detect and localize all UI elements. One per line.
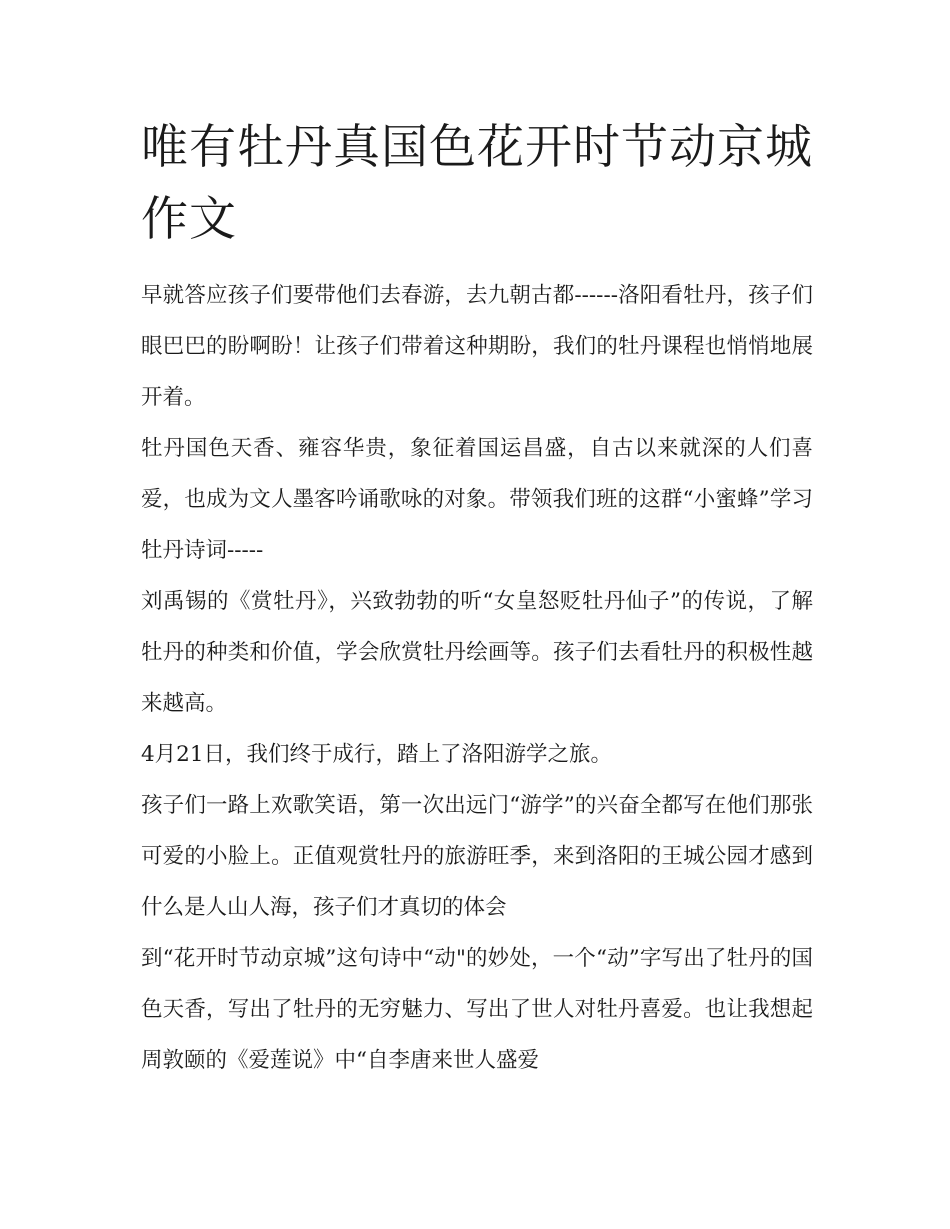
paragraph: 早就答应孩子们要带他们去春游，去九朝古都------洛阳看牡丹，孩子们眼巴巴的盼啊盼！让孩子们带着这种期盼，我们的牡丹课程也悄悄地展开着。 [141,283,813,410]
document-page [141,112,813,1086]
document-title: 唯有牡丹真国色花开时节动京城作文 [141,120,813,247]
paragraph: 4月21日，我们终于成行，踏上了洛阳游学之旅。 [141,742,613,767]
document-body [141,270,813,1086]
paragraph: 到“花开时节动京城”这句诗中“动"的妙处，一个“动”字写出了牡丹的国色天香，写出了牡丹的无穷魅力、写出了世人对牡丹喜爱。也让我想起周敦颐的《爱莲说》中“自李唐来世人盛爱 [141,946,813,1073]
paragraph: 孩子们一路上欢歌笑语，第一次出远门“游学”的兴奋全都写在他们那张可爱的小脸上。正值观赏牡丹的旅游旺季，来到洛阳的王城公园才感到什么是人山人海，孩子们才真切的体会 [141,793,813,920]
paragraph: 刘禹锡的《赏牡丹》，兴致勃勃的听“女皇怒贬牡丹仙子”的传说，了解牡丹的种类和价值，学会欣赏牡丹绘画等。孩子们去看牡丹的积极性越来越高。 [141,589,813,716]
paragraph: 牡丹国色天香、雍容华贵，象征着国运昌盛，自古以来就深的人们喜爱，也成为文人墨客吟诵歌咏的对象。带领我们班的这群“小蜜蜂”学习牡丹诗词----- [141,436,813,563]
